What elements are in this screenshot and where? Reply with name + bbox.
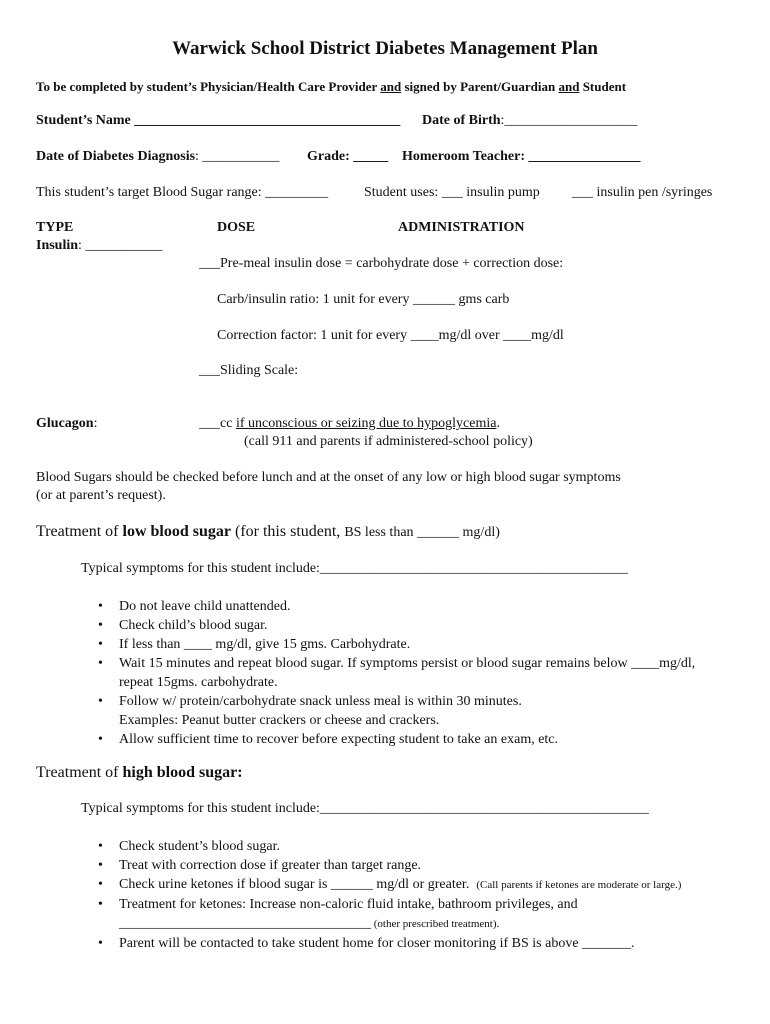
list-item: • Treat with correction dose if greater than target range. xyxy=(82,856,762,875)
carb-ratio-line[interactable]: Carb/insulin ratio: 1 unit for every ______ gms carb xyxy=(217,292,510,307)
date-of-birth-field[interactable] xyxy=(422,113,637,129)
bullet-continuation: repeat 15gms. carbohydrate. xyxy=(119,675,278,690)
list-item: • Follow w/ protein/carbohydrate snack unless meal is within 30 minutes. Examples: Peanut butter crackers or cheese and crackers. xyxy=(82,692,762,730)
glucagon-label: Glucagon xyxy=(36,416,94,431)
diagnosis-blank: : ___________ xyxy=(195,149,280,164)
list-item: • Do not leave child unattended. xyxy=(82,597,762,616)
insulin-label: Insulin xyxy=(36,238,79,253)
low-heading-prefix: Treatment of xyxy=(36,523,123,540)
low-heading-mid: (for this student, xyxy=(230,523,345,540)
other-treatment-blank[interactable]: ____________________________________ xyxy=(119,916,371,931)
glucagon-colon: : xyxy=(93,416,98,431)
high-heading-prefix: Treatment of xyxy=(36,764,123,781)
list-item[interactable]: • Wait 15 minutes and repeat blood sugar. If symptoms persist or blood sugar remains below ____mg/dl, repeat 15gms. carbohydrate. xyxy=(82,654,762,692)
glucagon-dose-blank: ___cc xyxy=(199,416,236,431)
glucagon-label-group xyxy=(36,416,97,432)
instructions-line xyxy=(36,79,626,95)
glucagon-note: (call 911 and parents if administered-school policy) xyxy=(244,434,533,449)
administration-header: ADMINISTRATION xyxy=(398,220,525,235)
list-item: • Check student’s blood sugar. xyxy=(82,837,762,856)
list-item[interactable]: • If less than ____ mg/dl, give 15 gms. Carbohydrate. xyxy=(82,635,762,654)
blood-sugar-check-line-1: Blood Sugars should be checked before lunch and at the onset of any low or high blood sugar symptoms xyxy=(36,470,621,485)
high-symptoms-field[interactable]: Typical symptoms for this student include:_______________________________________________ xyxy=(81,801,649,816)
list-item[interactable]: • Check urine ketones if blood sugar is ______ mg/dl or greater. (Call parents if ketones are moderate or large.) xyxy=(82,875,762,895)
diagnosis-date-field[interactable] xyxy=(36,149,279,165)
diagnosis-label: Date of Diabetes Diagnosis xyxy=(36,149,196,164)
ketone-note: (Call parents if ketones are moderate or large.) xyxy=(476,879,682,891)
dose-header: DOSE xyxy=(217,220,256,235)
low-blood-sugar-heading xyxy=(36,523,500,541)
target-range-field[interactable]: This student’s target Blood Sugar range: _________ xyxy=(36,185,329,200)
low-heading-threshold[interactable]: BS less than ______ mg/dl) xyxy=(344,525,500,540)
high-heading-bold: high blood sugar: xyxy=(122,764,243,781)
instructions-and-2: and xyxy=(558,79,580,94)
list-item[interactable]: • Treatment for ketones: Increase non-caloric fluid intake, bathroom privileges, and ____________________________________ (other prescribed treatment). xyxy=(82,895,762,934)
high-treatment-list xyxy=(82,837,762,953)
low-treatment-list xyxy=(82,597,762,749)
sliding-scale-line[interactable]: ___Sliding Scale: xyxy=(199,363,299,378)
premeal-dose-line[interactable]: ___Pre-meal insulin dose = carbohydrate dose + correction dose: xyxy=(199,256,564,271)
document-title: Warwick School District Diabetes Management Plan xyxy=(172,38,598,59)
bullet-continuation: Examples: Peanut butter crackers or cheese and crackers. xyxy=(119,713,440,728)
insulin-type-field[interactable] xyxy=(36,238,162,254)
instructions-and-1: and xyxy=(380,79,402,94)
glucagon-condition: if unconscious or seizing due to hypoglycemia xyxy=(235,416,497,431)
dob-label: Date of Birth xyxy=(422,113,501,128)
other-treatment-note: (other prescribed treatment). xyxy=(371,918,500,930)
homeroom-teacher-field[interactable]: Homeroom Teacher: ________________ xyxy=(402,149,641,164)
low-heading-bold: low blood sugar xyxy=(122,523,231,540)
insulin-pen-option[interactable]: ___ insulin pen /syringes xyxy=(572,185,713,200)
instructions-suffix: Student xyxy=(579,79,627,94)
list-item: • Allow sufficient time to recover before expecting student to take an exam, etc. xyxy=(82,730,762,749)
list-item: • Check child’s blood sugar. xyxy=(82,616,762,635)
grade-field[interactable]: Grade: _____ xyxy=(307,149,389,164)
insulin-pump-option[interactable]: Student uses: ___ insulin pump xyxy=(364,185,540,200)
insulin-blank: : ___________ xyxy=(78,238,163,253)
glucagon-dose-line[interactable] xyxy=(199,416,500,432)
dob-blank: :___________________ xyxy=(500,113,638,128)
student-name-field[interactable]: Student’s Name ______________________________________ xyxy=(36,113,401,128)
instructions-middle: signed by Parent/Guardian xyxy=(401,79,559,94)
list-item[interactable]: • Parent will be contacted to take student home for closer monitoring if BS is above _______. xyxy=(82,934,762,953)
correction-factor-line[interactable]: Correction factor: 1 unit for every ____mg/dl over ____mg/dl xyxy=(217,328,564,343)
instructions-prefix: To be completed by student’s Physician/Health Care Provider xyxy=(36,79,381,94)
type-header: TYPE xyxy=(36,220,74,235)
blood-sugar-check-line-2: (or at parent’s request). xyxy=(36,488,166,503)
high-blood-sugar-heading xyxy=(36,764,243,782)
glucagon-period: . xyxy=(496,416,500,431)
low-symptoms-field[interactable]: Typical symptoms for this student include:____________________________________________ xyxy=(81,561,628,576)
